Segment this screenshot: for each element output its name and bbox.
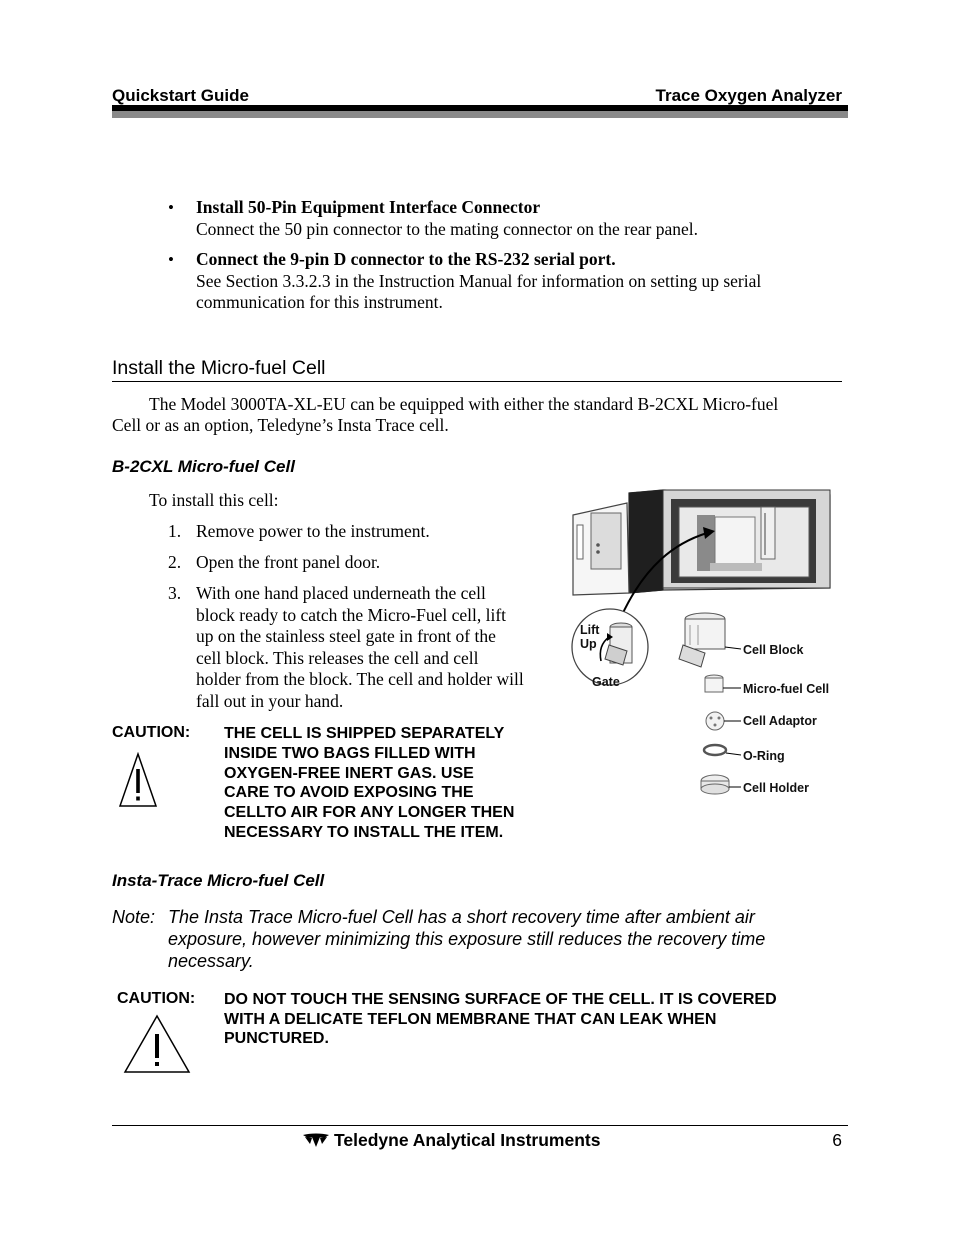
figure-label-cell-block: Cell Block bbox=[743, 643, 804, 657]
header-left-title: Quickstart Guide bbox=[112, 86, 249, 105]
warning-triangle-icon bbox=[123, 1014, 191, 1074]
figure-label-micro-fuel-cell: Micro-fuel Cell bbox=[743, 682, 830, 696]
bullet-title: Connect the 9-pin D connector to the RS-232 serial port. bbox=[196, 249, 616, 269]
caution-text: OXYGEN-FREE INERT GAS. USE bbox=[224, 765, 474, 782]
caution-text: NECESSARY TO INSTALL THE ITEM. bbox=[224, 824, 504, 841]
caution-text: DO NOT TOUCH THE SENSING SURFACE OF THE CELL. IT IS COVERED bbox=[224, 991, 777, 1008]
bullet-icon: • bbox=[168, 198, 174, 217]
b2cxl-heading: B-2CXL Micro-fuel Cell bbox=[112, 457, 295, 476]
cell-installation-figure bbox=[565, 485, 840, 805]
note-label: Note: bbox=[112, 907, 156, 927]
caution-text: THE CELL IS SHIPPED SEPARATELY bbox=[224, 725, 505, 742]
step-text: cell block. This releases the cell and cell bbox=[196, 648, 479, 668]
caution-label: CAUTION: bbox=[112, 724, 191, 741]
step-text: fall out in your hand. bbox=[196, 691, 344, 711]
note-text: exposure, however minimizing this exposure still reduces the recovery time bbox=[168, 929, 766, 949]
insta-heading: Insta-Trace Micro-fuel Cell bbox=[112, 871, 325, 890]
footer-rule bbox=[112, 1125, 848, 1126]
header-rule-shadow bbox=[112, 111, 848, 118]
step-text: Open the front panel door. bbox=[196, 552, 381, 572]
b2cxl-lead: To install this cell: bbox=[149, 490, 279, 510]
caution-text: PUNCTURED. bbox=[224, 1030, 329, 1047]
step-number: 3. bbox=[168, 583, 182, 603]
warning-triangle-icon bbox=[118, 752, 158, 808]
figure-label-lift: Lift bbox=[580, 623, 600, 637]
caution-text: CARE TO AVOID EXPOSING THE bbox=[224, 784, 474, 801]
figure-label-cell-holder: Cell Holder bbox=[743, 781, 809, 795]
footer-company: Teledyne Analytical Instruments bbox=[334, 1130, 601, 1150]
header-right-title: Trace Oxygen Analyzer bbox=[655, 86, 842, 105]
caution-label: CAUTION: bbox=[117, 990, 196, 1007]
section-title: Install the Micro-fuel Cell bbox=[112, 357, 842, 382]
page-number: 6 bbox=[832, 1130, 842, 1150]
bullet-text: See Section 3.3.2.3 in the Instruction Manual for information on setting up serial bbox=[196, 271, 762, 291]
bullet-text: communication for this instrument. bbox=[196, 292, 443, 312]
caution-text: CELLTO AIR FOR ANY LONGER THEN bbox=[224, 804, 515, 821]
bullet-title: Install 50-Pin Equipment Interface Connector bbox=[196, 197, 541, 217]
step-number: 1. bbox=[168, 521, 182, 541]
step-text: With one hand placed underneath the cell bbox=[196, 583, 486, 603]
caution-text: WITH A DELICATE TEFLON MEMBRANE THAT CAN LEAK WHEN bbox=[224, 1011, 717, 1028]
figure-label-gate: Gate bbox=[592, 675, 620, 689]
step-number: 2. bbox=[168, 552, 182, 572]
figure-label-cell-adaptor: Cell Adaptor bbox=[743, 714, 817, 728]
figure-label-up: Up bbox=[580, 637, 597, 651]
section-intro: Cell or as an option, Teledyne’s Insta Trace cell. bbox=[112, 415, 449, 435]
figure-label-o-ring: O-Ring bbox=[743, 749, 785, 763]
note-text: necessary. bbox=[168, 951, 254, 971]
teledyne-logo-icon bbox=[302, 1132, 330, 1148]
caution-text: INSIDE TWO BAGS FILLED WITH bbox=[224, 745, 476, 762]
bullet-text: Connect the 50 pin connector to the mating connector on the rear panel. bbox=[196, 219, 698, 239]
step-text: holder from the block. The cell and holder will bbox=[196, 669, 524, 689]
section-intro: The Model 3000TA-XL-EU can be equipped with either the standard B-2CXL Micro-fuel bbox=[149, 394, 779, 414]
note-text: The Insta Trace Micro-fuel Cell has a short recovery time after ambient air bbox=[168, 907, 755, 927]
step-text: up on the stainless steel gate in front of the bbox=[196, 626, 496, 646]
bullet-icon: • bbox=[168, 250, 174, 269]
step-text: Remove power to the instrument. bbox=[196, 521, 430, 541]
step-text: block ready to catch the Micro-Fuel cell, lift bbox=[196, 605, 507, 625]
